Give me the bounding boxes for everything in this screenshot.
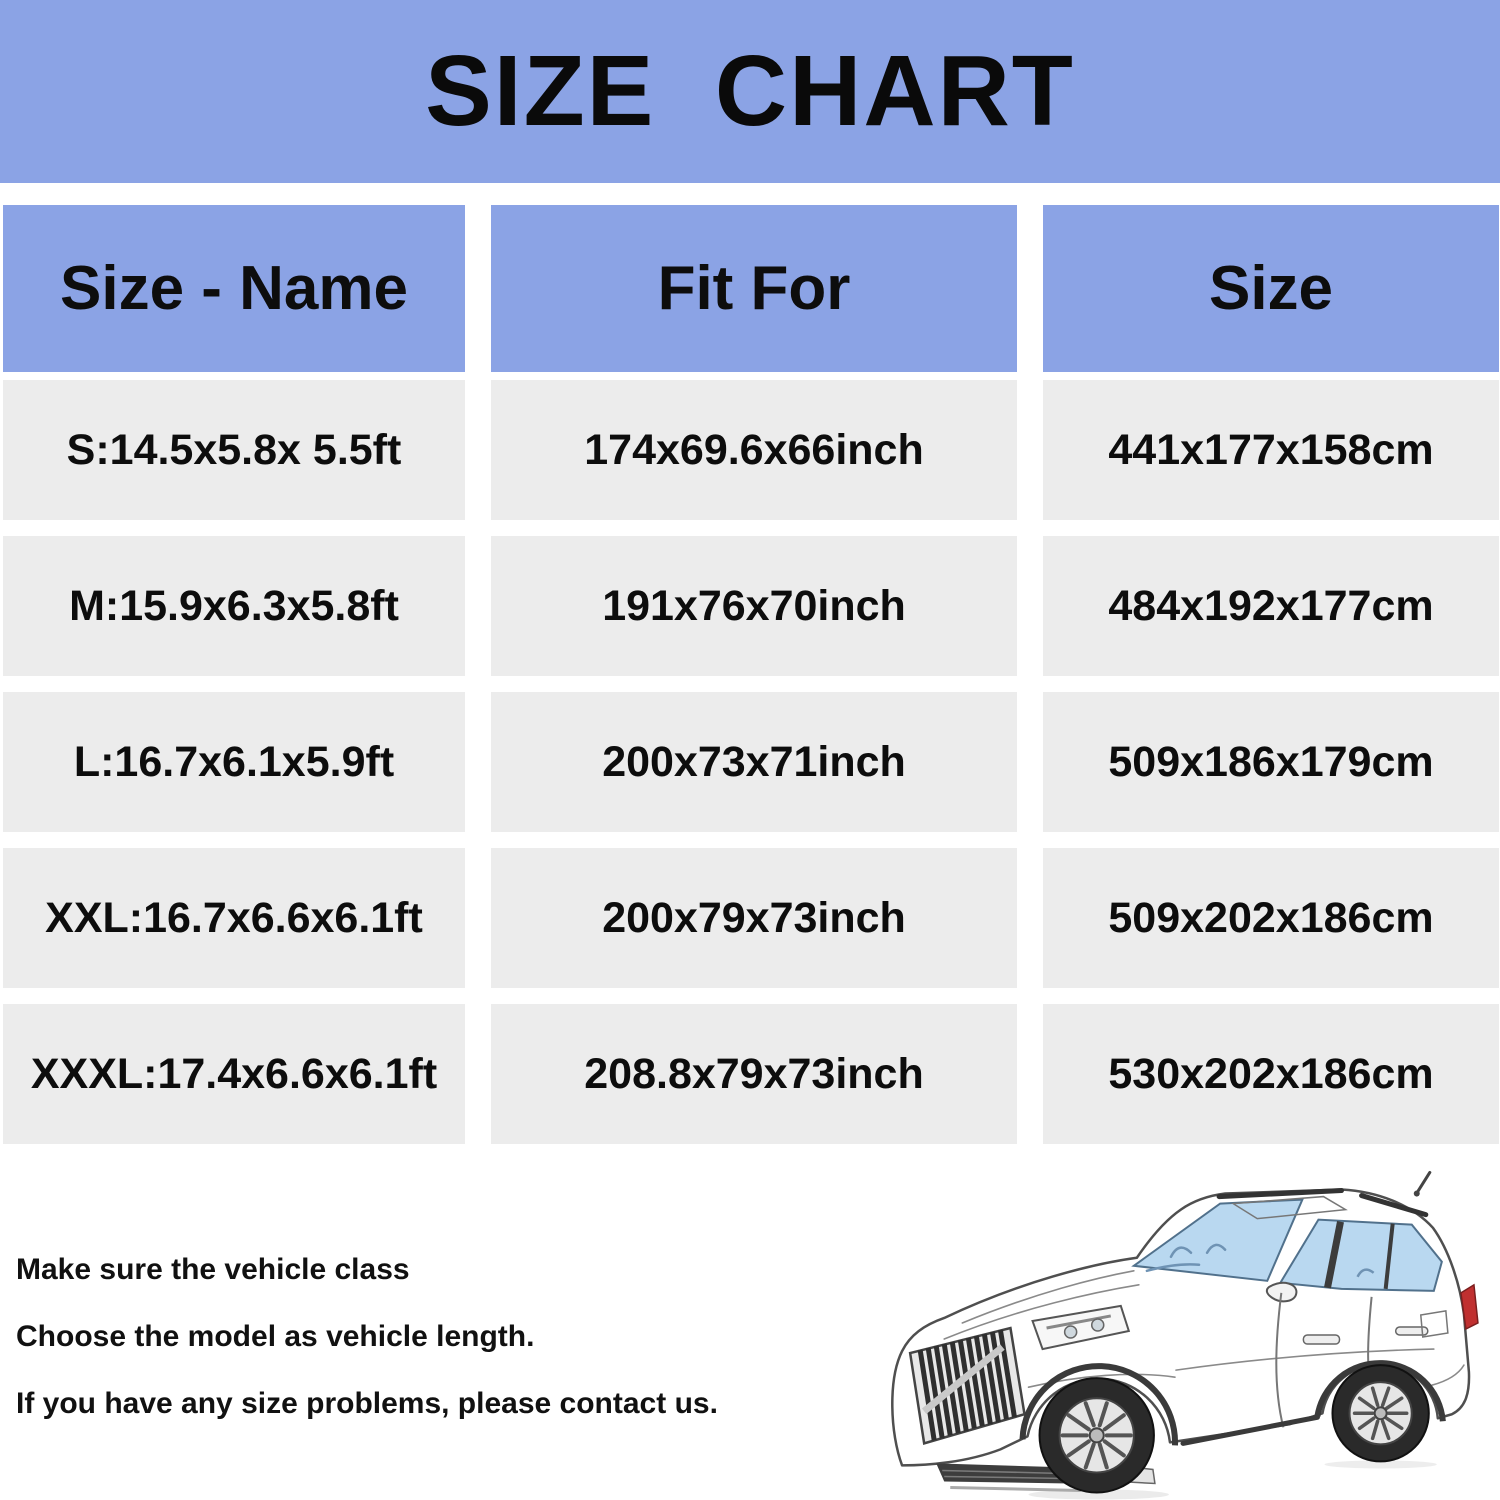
column-header-size: Size	[1043, 205, 1499, 372]
table-cell: XXL:16.7x6.6x6.1ft	[3, 848, 465, 988]
note-line: Make sure the vehicle class	[16, 1253, 410, 1286]
table-row	[3, 848, 1500, 988]
car-illustration	[870, 1164, 1492, 1500]
column-header-fit-for: Fit For	[491, 205, 1017, 372]
table-cell: 200x73x71inch	[491, 692, 1017, 832]
size-chart-table	[3, 205, 1500, 1144]
table-cell: 191x76x70inch	[491, 536, 1017, 676]
note-line: Choose the model as vehicle length.	[16, 1320, 535, 1353]
table-cell: 530x202x186cm	[1043, 1004, 1499, 1144]
title-banner	[0, 0, 1500, 183]
table-cell: 509x186x179cm	[1043, 692, 1499, 832]
page-title: SIZE CHART	[425, 35, 1075, 147]
note-line: If you have any size problems, please contact us.	[16, 1387, 718, 1420]
table-cell: 208.8x79x73inch	[491, 1004, 1017, 1144]
table-cell: 174x69.6x66inch	[491, 380, 1017, 520]
table-cell: 509x202x186cm	[1043, 848, 1499, 988]
table-cell: 441x177x158cm	[1043, 380, 1499, 520]
table-row	[3, 1004, 1500, 1144]
rear-wheel	[1332, 1365, 1428, 1461]
front-wheel	[1040, 1378, 1154, 1492]
notes-block	[16, 1236, 718, 1437]
table-cell: S:14.5x5.8x 5.5ft	[3, 380, 465, 520]
table-cell: 484x192x177cm	[1043, 536, 1499, 676]
table-cell: M:15.9x6.3x5.8ft	[3, 536, 465, 676]
column-header-size-name: Size - Name	[3, 205, 465, 372]
table-header-row	[3, 205, 1500, 372]
table-row	[3, 692, 1500, 832]
table-row	[3, 380, 1500, 520]
suv-line-drawing	[870, 1164, 1492, 1500]
table-cell: L:16.7x6.1x5.9ft	[3, 692, 465, 832]
antenna	[1414, 1172, 1430, 1196]
table-row	[3, 536, 1500, 676]
table-cell: 200x79x73inch	[491, 848, 1017, 988]
table-cell: XXXL:17.4x6.6x6.1ft	[3, 1004, 465, 1144]
